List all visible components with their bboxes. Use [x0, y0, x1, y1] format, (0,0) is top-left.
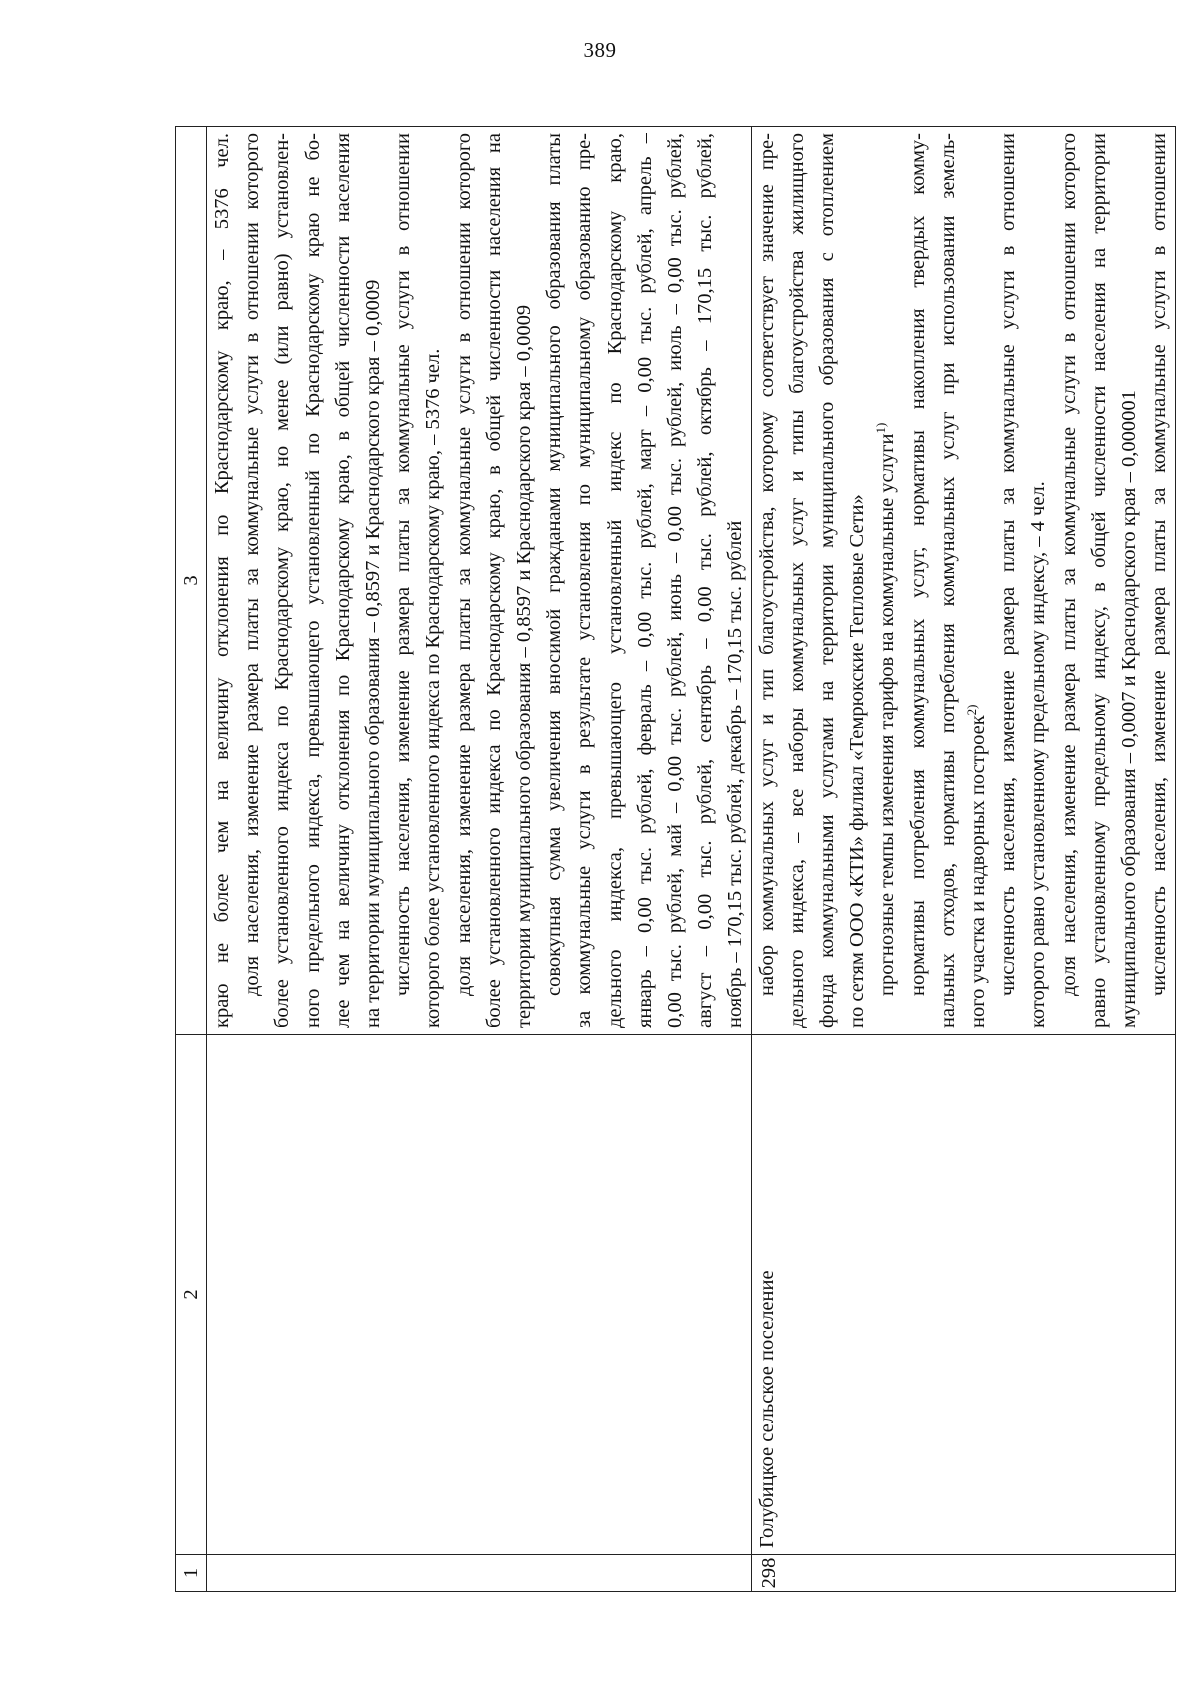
rotated-table-container	[175, 127, 1171, 1592]
description-cell	[207, 127, 752, 1035]
text-line: по сетям ООО «КТИ» филиал «Темрюкские Тепловые Сети»	[846, 494, 869, 1028]
municipality-name	[207, 1035, 752, 1555]
header-col-3: 3	[176, 127, 207, 1035]
text-segment: прогнозные темпы изменения тарифов на коммунальные услуги	[876, 433, 899, 996]
municipality-name: Голубицкое сельское поселение	[751, 1035, 1175, 1555]
text-line: численность населения, изменение размера платы за коммунальные услуги в отношении	[1148, 133, 1171, 996]
text-line: набор коммунальных услуг и тип благоустройства, которому соответствует значение пре-	[755, 133, 778, 996]
description-cell	[751, 127, 1175, 1035]
text-line: нормативы потребления коммунальных услуг, нормативы накопления твердых комму-	[906, 133, 929, 996]
table-row-continuation	[207, 127, 752, 1592]
header-col-2: 2	[176, 1035, 207, 1555]
text-line: дельного индекса, превышающего установленный индекс по Краснодарскому краю,	[603, 133, 626, 1028]
text-line: территории муниципального образования – 0,8597 и Краснодарского края – 0,0009	[513, 304, 536, 1028]
text-line: численность населения, изменение размера платы за коммунальные услуги в отношении	[997, 133, 1020, 996]
header-col-1: 1	[176, 1555, 207, 1592]
text-line: ного предельного индекса, превышающего установленный по Краснодарскому краю не бо-	[301, 133, 324, 1028]
text-line: на территории муниципального образования – 0,8597 и Краснодарского края – 0,0009	[362, 279, 385, 1028]
text-line: которого более установленного индекса по Краснодарскому краю, – 5376 чел.	[422, 348, 445, 1028]
text-line: август – 0,00 тыс. рублей, сентябрь – 0,00 тыс. рублей, октябрь – 170,15 тыс. рублей,	[694, 133, 717, 1028]
text-line: более установленного индекса по Краснодарскому краю, в общей численности населения на	[482, 133, 505, 1028]
text-line: лее чем на величину отклонения по Краснодарскому краю, в общей численности населения	[331, 133, 354, 1028]
text-line: январь – 0,00 тыс. рублей, февраль – 0,00 тыс. рублей, март – 0,00 тыс. рублей, апрель –	[633, 133, 656, 1028]
data-table	[175, 126, 1176, 1592]
text-line	[872, 133, 902, 1028]
text-line: дельного индекса, – все наборы коммунальных услуг и типы благоустройства жилищного	[785, 133, 808, 1028]
text-line: краю не более чем на величину отклонения по Краснодарскому краю, – 5376 чел.	[211, 133, 233, 1028]
text-line: ноябрь – 170,15 тыс. рублей, декабрь – 170,15 тыс. рублей	[724, 520, 747, 1028]
text-line: доля населения, изменение размера платы за коммунальные услуги в отношении которого	[452, 133, 475, 996]
text-line: численность населения, изменение размера платы за коммунальные услуги в отношении	[392, 133, 415, 996]
footnote-marker: 2)	[964, 704, 980, 716]
text-line: которого равно установленному предельному индексу, – 4 чел.	[1027, 481, 1050, 1028]
text-line: более установленного индекса по Краснодарскому краю, но менее (или равно) установлен-	[271, 133, 294, 1028]
page-number: 389	[583, 38, 617, 62]
text-line	[963, 133, 993, 1028]
footnote-marker: 1)	[873, 422, 889, 434]
text-line: фонда коммунальными услугами на территории муниципального образования с отоплением	[816, 133, 839, 1028]
row-number	[207, 1555, 752, 1592]
text-line: за коммунальные услуги в результате установления по муниципальному образованию пре-	[573, 133, 596, 1028]
text-line: доля населения, изменение размера платы за коммунальные услуги в отношении которого	[1057, 133, 1080, 996]
text-segment: ного участка и надворных построек	[967, 715, 990, 1028]
table-row-298	[751, 127, 1175, 1592]
text-line: муниципального образования – 0,0007 и Краснодарского края – 0,000001	[1118, 390, 1141, 1028]
text-line: 0,00 тыс. рублей, май – 0,00 тыс. рублей, июнь – 0,00 тыс. рублей, июль – 0,00 тыс. рублей,	[664, 133, 687, 1028]
text-line: доля населения, изменение размера платы за коммунальные услуги в отношении которого	[241, 133, 264, 996]
row-number: 298	[751, 1555, 1175, 1592]
text-line: совокупная сумма увеличения вносимой гражданами муниципального образования платы	[543, 133, 566, 996]
table-header-row	[176, 127, 207, 1592]
text-line: равно установленному предельному индексу, в общей численности населения на территории	[1087, 133, 1110, 1028]
text-line: нальных отходов, нормативы потребления коммунальных услуг при использовании земель-	[936, 133, 959, 1028]
